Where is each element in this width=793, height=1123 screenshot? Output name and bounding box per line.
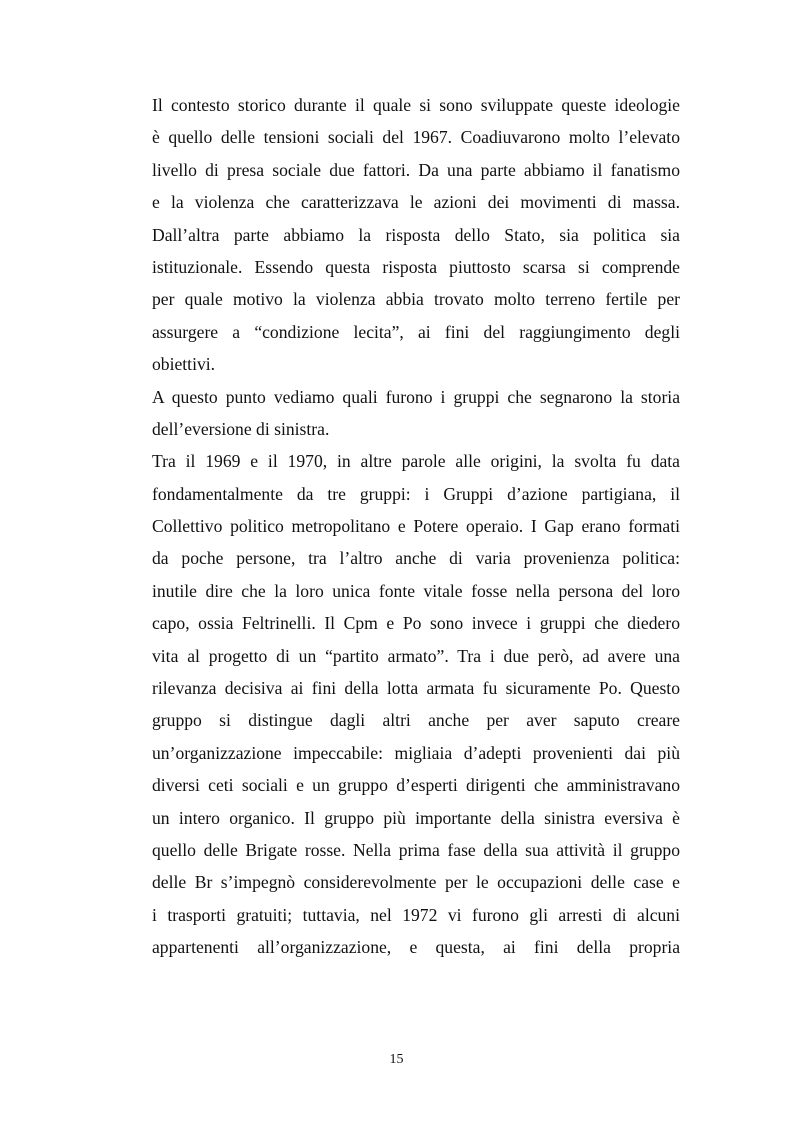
text-line: capo, ossia Feltrinelli. Il Cpm e Po sono invece i gruppi che diedero <box>152 613 680 634</box>
text-line: quello delle Brigate rosse. Nella prima fase della sua attività il gruppo <box>152 839 680 860</box>
text-line: per quale motivo la violenza abbia trovato molto terreno fertile per <box>152 289 680 310</box>
text-line: vita al progetto di un “partito armato”. Tra i due però, ad avere una <box>152 645 680 666</box>
text-line: Collettivo politico metropolitano e Potere operaio. I Gap erano formati <box>152 516 680 537</box>
text-line: dell’eversione di sinistra. <box>152 418 330 439</box>
text-line: Dall’altra parte abbiamo la risposta dello Stato, sia politica sia <box>152 224 680 245</box>
text-line: i trasporti gratuiti; tuttavia, nel 1972 vi furono gli arresti di alcuni <box>152 904 680 925</box>
text-line: da poche persone, tra l’altro anche di varia provenienza politica: <box>152 548 680 569</box>
text-line: delle Br s’impegnò considerevolmente per le occupazioni delle case e <box>152 872 680 893</box>
text-line: un’organizzazione impeccabile: migliaia d’adepti provenienti dai più <box>152 742 680 763</box>
text-line: Il contesto storico durante il quale si sono sviluppate queste ideologie <box>152 95 680 115</box>
text-line: assurgere a “condizione lecita”, ai fini del raggiungimento degli <box>152 321 680 342</box>
page-number: 15 <box>389 1052 404 1067</box>
text-line: inutile dire che la loro unica fonte vitale fosse nella persona del loro <box>152 580 680 601</box>
text-line: Tra il 1969 e il 1970, in altre parole alle origini, la svolta fu data <box>152 451 680 472</box>
text-line: obiettivi. <box>152 354 216 375</box>
text-line: fondamentalmente da tre gruppi: i Gruppi d’azione partigiana, il <box>152 483 680 504</box>
body-text <box>152 89 680 964</box>
text-line: A questo punto vediamo quali furono i gruppi che segnarono la storia <box>152 386 680 407</box>
text-line: rilevanza decisiva ai fini della lotta armata fu sicuramente Po. Questo <box>152 678 680 699</box>
text-line: e la violenza che caratterizzava le azioni dei movimenti di massa. <box>152 192 680 213</box>
text-line: un intero organico. Il gruppo più importante della sinistra eversiva è <box>152 807 680 828</box>
text-line: è quello delle tensioni sociali del 1967. Coadiuvarono molto l’elevato <box>152 127 680 148</box>
text-line: appartenenti all’organizzazione, e questa, ai fini della propria <box>152 937 680 958</box>
text-line: istituzionale. Essendo questa risposta piuttosto scarsa si comprende <box>152 256 680 277</box>
text-line: diversi ceti sociali e un gruppo d’esperti dirigenti che amministravano <box>152 775 680 796</box>
text-line: livello di presa sociale due fattori. Da una parte abbiamo il fanatismo <box>152 159 680 180</box>
text-line: gruppo si distingue dagli altri anche per aver saputo creare <box>152 710 680 731</box>
